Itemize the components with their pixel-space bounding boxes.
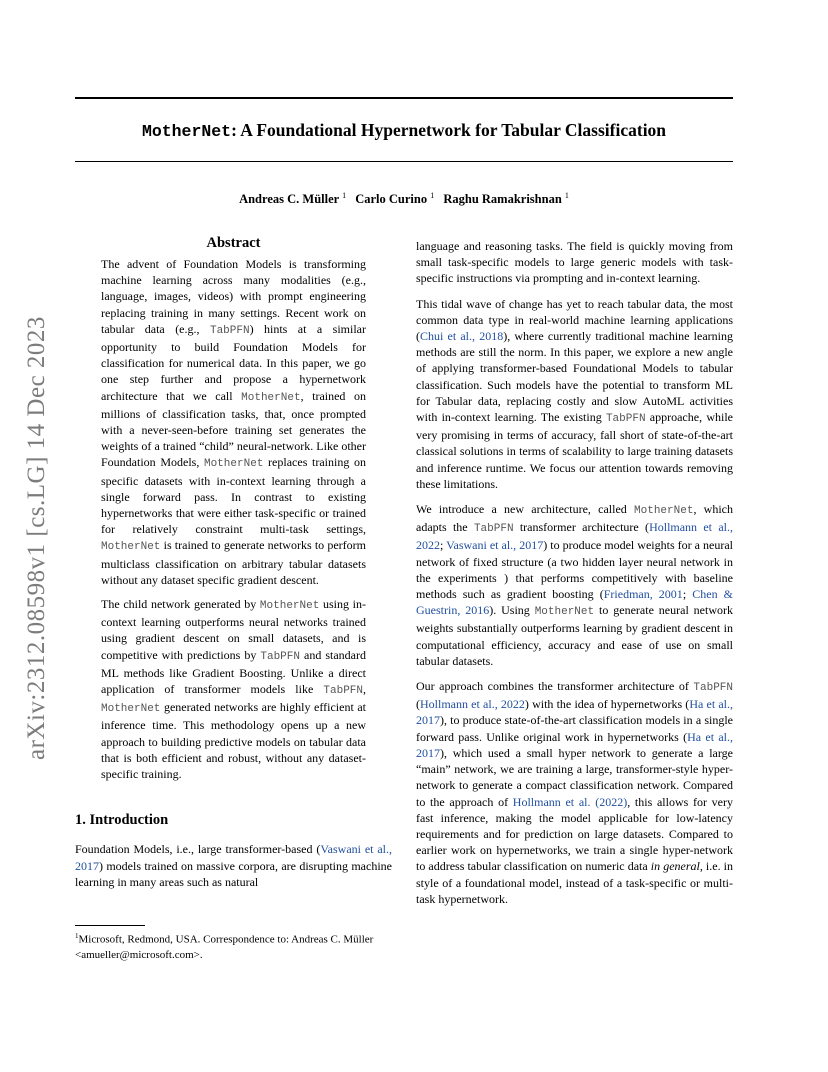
inline-code: MotherNet xyxy=(101,703,161,716)
citation-link[interactable]: Hollmann et al. (2022) xyxy=(512,794,628,809)
text-run: Foundation Models, i.e., large transformer-based ( xyxy=(75,842,321,857)
text-run: , trained on millions of classification tasks, that, once prompted with a never-seen-before training set generates the weights of a trained “child” neural-network. Like other Foundation Models, xyxy=(101,388,366,470)
text-run: ( xyxy=(416,697,420,712)
inline-code: MotherNet xyxy=(534,606,595,619)
text-run: is trained to generate networks to perform multiclass classification on arbitrary tabular datasets without any dataset specific gradient descent. xyxy=(101,538,366,587)
text-run: ; xyxy=(682,587,693,602)
text-run: , xyxy=(363,682,366,697)
citation-link[interactable]: Friedman, 2001 xyxy=(603,587,683,602)
arxiv-identifier: arXiv:2312.08598v1 [cs.LG] 14 Dec 2023 xyxy=(23,316,50,760)
text-run: ; xyxy=(440,538,447,553)
abstract-paragraph xyxy=(101,256,366,588)
footnote xyxy=(75,925,392,963)
text-run: approache, while very promising in terms of accuracy, fall short of state-of-the-art classical solutions in terms of scalability to large training datasets and inference runtime. We focus our attention towards removing these limitations. xyxy=(416,410,733,491)
citation-link[interactable]: Chen & Guestrin, 2016 xyxy=(416,587,733,618)
inline-code: TabPFN xyxy=(323,685,363,698)
footnote-mark: 1 xyxy=(75,932,79,940)
footnote-rule xyxy=(75,925,145,926)
title-text: : A Foundational Hypernetwork for Tabular Classification xyxy=(231,120,667,140)
inline-code: MotherNet xyxy=(101,541,161,554)
inline-code: TabPFN xyxy=(260,650,300,663)
text-run: replaces training on specific datasets with in-context learning through a single forward pass. In contrast to existing hypernetworks that were either task-specific or trained for relatively constraint multi-task settings, xyxy=(101,455,366,537)
citation-link[interactable]: Hollmann et al., 2022 xyxy=(420,697,525,712)
author-affiliation-mark: 1 xyxy=(564,191,569,200)
emphasis-text: in general xyxy=(650,859,700,874)
citation-link[interactable]: Ha et al., 2017 xyxy=(416,697,733,728)
author-name: Andreas C. Müller xyxy=(239,192,339,207)
body-paragraph xyxy=(416,501,733,669)
text-run: The child network generated by xyxy=(101,597,260,612)
text-run: , which adapts the xyxy=(416,502,733,535)
text-run: using in-context learning outperforms neural networks trained using gradient descent on small datasets, and is competitive with predictions by xyxy=(101,597,366,662)
left-column xyxy=(75,235,392,899)
abstract-paragraph xyxy=(101,596,366,782)
inline-code: MotherNet xyxy=(259,600,320,613)
citation-link[interactable]: Chui et al., 2018 xyxy=(420,329,504,344)
paper-title xyxy=(75,120,733,141)
body-paragraph xyxy=(416,296,733,492)
inline-code: TabPFN xyxy=(209,324,250,337)
text-run: transformer architecture ( xyxy=(513,520,650,535)
inline-code: MotherNet xyxy=(203,458,264,471)
author-list xyxy=(75,191,733,207)
inline-code: MotherNet xyxy=(241,391,301,404)
text-run: ), which used a small hyper network to generate a large “main” network, we are training a large, transformer-style hyper-network to generate a compact classification network. Compared to the approach of xyxy=(416,745,733,809)
text-run: Our approach combines the transformer architecture of xyxy=(416,679,694,694)
text-run: ), to produce state-of-the-art classification models in a single forward pass. Unlike original work in hypernetworks ( xyxy=(416,713,733,744)
author-name: Raghu Ramakrishnan xyxy=(443,192,562,207)
title-rule-bottom xyxy=(75,161,733,162)
citation-link[interactable]: Vaswani et al., 2017 xyxy=(75,842,392,873)
right-column xyxy=(416,238,733,916)
inline-code: TabPFN xyxy=(605,413,646,426)
body-paragraph xyxy=(416,678,733,907)
text-run: language and reasoning tasks. The field is quickly moving from small task-specific models to large generic models with task-specific instructions via prompting and in-context learning. xyxy=(416,239,733,286)
inline-code: MotherNet xyxy=(634,505,694,518)
citation-link[interactable]: Ha et al., 2017 xyxy=(416,729,734,760)
text-run: ), where currently traditional machine learning methods are still the norm. In this paper, we explore a new angle of applying transformer-based Foundational Models to tabular classification. Such models have the potential to transform ML for Tabular data, replacing costly and slow AutoML activities with in-context learning. The existing xyxy=(416,329,733,425)
body-paragraph xyxy=(75,841,392,890)
citation-link[interactable]: Hollmann et al., 2022 xyxy=(416,520,733,553)
title-rule-top xyxy=(75,97,733,99)
text-run: We introduce a new architecture, called xyxy=(416,502,635,517)
text-run: ) to produce model weights for a neural network of fixed structure (a two hidden layer neural network in the experiments ) that performs competitively with baseline methods such as gradient boosting ( xyxy=(416,538,734,602)
inline-code: TabPFN xyxy=(693,682,733,695)
text-run: ) hints at a similar opportunity to build Foundation Models for classification for numerical data. In this paper, we go one step further and propose a hypernetwork architecture that we call xyxy=(101,321,367,403)
text-run: to generate neural network weights substantially outperforms learning by gradient descent in computational efficiency, accuracy and ease of use on small tabular datasets. xyxy=(416,603,733,668)
abstract-body xyxy=(75,256,392,782)
body-paragraph xyxy=(416,238,733,287)
author-affiliation-mark: 1 xyxy=(342,191,347,200)
text-run: ) with the idea of hypernetworks ( xyxy=(524,697,690,712)
text-run: This tidal wave of change has yet to reach tabular data, the most common data type in real-world machine learning applications ( xyxy=(416,296,733,344)
text-run: ) models trained on massive corpora, are disrupting machine learning in many areas such as natural xyxy=(75,858,392,889)
text-run: , this allows for very fast inference, making the model applicable for low-latency requirements and for prediction on large datasets. Compared to earlier work on hypernetworks, we train a single hyper-network to address tabular classification on numeric data xyxy=(416,794,733,874)
author-affiliation-mark: 1 xyxy=(430,191,435,200)
footnote-text: Microsoft, Redmond, USA. Correspondence to: Andreas C. Müller <amueller@microsoft.com>. xyxy=(75,933,374,961)
text-run: The advent of Foundation Models is transforming machine learning across many modalities (e.g., language, images, videos) with prompt engineering replacing training in many settings. Recent work on tabular data (e.g., xyxy=(101,257,366,336)
section-heading-introduction: 1. Introduction xyxy=(75,812,169,829)
text-run: generated networks are highly efficient at inference time. This methodology opens up a new approach to building predictive models on tabular data that is both efficient and robust, without any dataset-specific training. xyxy=(101,700,366,782)
text-run: and standard ML methods like Gradient Boosting. Unlike a direct application of transformer models like xyxy=(101,647,366,697)
title-system-name: MotherNet xyxy=(141,122,232,141)
text-run: ). Using xyxy=(489,603,535,618)
introduction-body xyxy=(75,841,392,890)
author-name: Carlo Curino xyxy=(355,192,428,207)
text-run: , i.e. in style of a foundational model, instead of a task-specific or multi-task hypernetwork. xyxy=(416,859,734,906)
inline-code: TabPFN xyxy=(473,523,514,536)
abstract-heading: Abstract xyxy=(206,235,261,251)
citation-link[interactable]: Vaswani et al., 2017 xyxy=(446,538,544,553)
